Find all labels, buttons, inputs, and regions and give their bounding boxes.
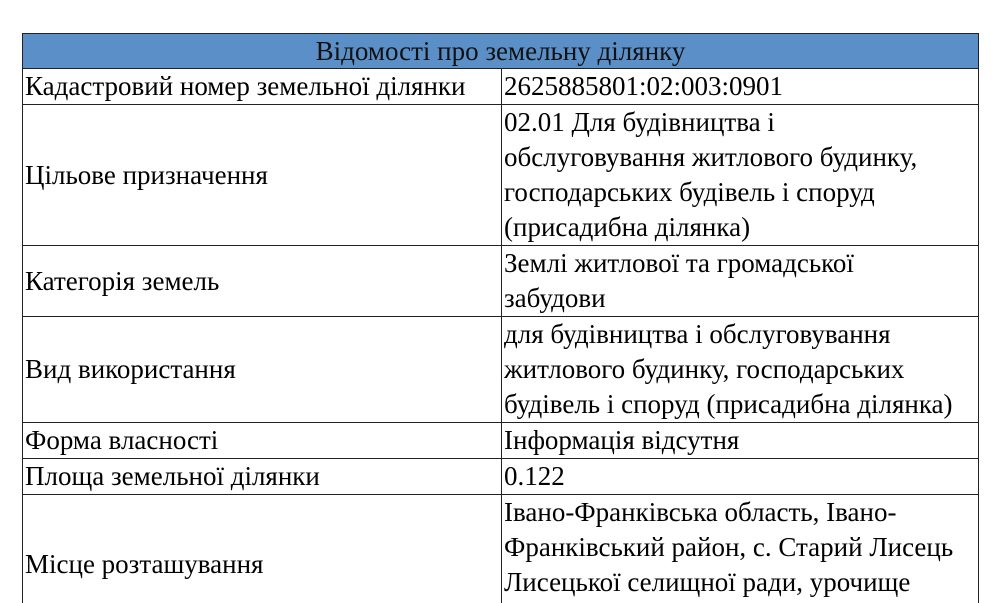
value-line: 0.122 (504, 461, 565, 491)
row-label: Вид використання (23, 317, 502, 423)
row-label: Цільове призначення (23, 105, 502, 246)
table-title: Відомості про земельну ділянку (23, 34, 979, 69)
row-value (502, 317, 979, 423)
table-row-area (23, 459, 979, 495)
value-line: господарських будівель і споруд (504, 177, 875, 207)
value-line: Івано-Франківська область, Івано- (504, 497, 897, 527)
table-row-cadastral-number (23, 69, 979, 105)
value-line: житлового будинку, господарських (504, 354, 905, 384)
value-line: 2625885801:02:003:0901 (504, 71, 784, 101)
value-line: будівель і споруд (присадибна ділянка) (504, 389, 953, 419)
value-line: Франківський район, с. Старий Лисець (504, 532, 954, 562)
value-line: Лисецької селищної ради, урочище (504, 567, 911, 597)
row-label: Площа земельної ділянки (23, 459, 502, 495)
row-value (502, 495, 979, 603)
row-value (502, 246, 979, 317)
table-row-land-category (23, 246, 979, 317)
table-row-location (23, 495, 979, 603)
table-row-purpose (23, 105, 979, 246)
value-line: 02.01 Для будівництва і (504, 107, 775, 137)
value-line: Інформація відсутня (504, 425, 740, 455)
table-row-ownership-form (23, 423, 979, 459)
value-line: обслуговування житлового будинку, (504, 142, 918, 172)
value-line: Землі житлової та громадської (504, 248, 854, 278)
row-label: Кадастровий номер земельної ділянки (23, 69, 502, 105)
table-header-row (23, 34, 979, 69)
value-line: (присадибна ділянка) (504, 212, 751, 242)
row-value (502, 69, 979, 105)
row-value (502, 423, 979, 459)
row-value (502, 459, 979, 495)
row-label: Форма власності (23, 423, 502, 459)
value-line: для будівництва і обслуговування (504, 319, 891, 349)
land-plot-info-table (22, 33, 979, 603)
row-label: Місце розташування (23, 495, 502, 603)
value-line: забудови (504, 283, 606, 313)
row-label: Категорія земель (23, 246, 502, 317)
row-value (502, 105, 979, 246)
table-row-usage-type (23, 317, 979, 423)
